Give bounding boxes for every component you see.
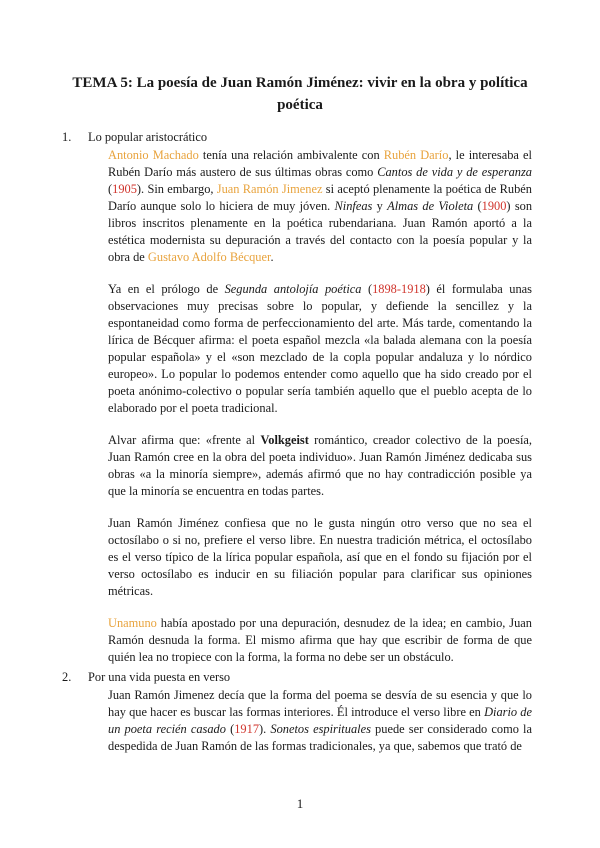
text-run: ) él formulaba unas observaciones muy precisas sobre lo popular, y defiende la sencillez y la espontaneidad como forma de perfeccionamiento del arte. Más tarde, comentando la lírica de Bécquer afirma: el poeta español mezcla «la balada alemana con la poesía popular española» y el «son mezclado de la copla popular andaluza y lo nórdico europeo». Lo popular lo podemos entender como aquello que ha sido creado por el poeta anónimo-colectivo o popular sería también aquello que el pueblo acepta de lo elaborado por el poeta tradicional. bbox=[108, 282, 532, 415]
highlighted-date: 1905 bbox=[112, 182, 137, 196]
work-title: Cantos de vida y de esperanza bbox=[377, 165, 532, 179]
work-title: Segunda antolojía poética bbox=[224, 282, 362, 296]
text-run: ). bbox=[259, 722, 271, 736]
text-run: ). Sin embargo, bbox=[136, 182, 217, 196]
text-run: . bbox=[270, 250, 274, 264]
highlighted-name: Rubén Darío bbox=[383, 148, 449, 162]
text-run: ( bbox=[473, 199, 482, 213]
section-heading bbox=[62, 129, 532, 146]
section-body bbox=[88, 147, 532, 666]
paragraph bbox=[108, 515, 532, 600]
paragraph bbox=[108, 281, 532, 417]
work-title: Diario de un poeta recién casado bbox=[108, 705, 532, 736]
text-run: tenía una relación ambivalente con bbox=[198, 148, 384, 162]
section-heading bbox=[62, 669, 532, 686]
text-run: ( bbox=[108, 182, 113, 196]
text-run: y bbox=[372, 199, 388, 213]
text-run: puede ser considerado como la despedida de Juan Ramón de las formas tradicionales, ya que, sabemos que trató de bbox=[108, 722, 532, 753]
page-number: 1 bbox=[296, 796, 304, 811]
text-run: Alvar afirma que: «frente al bbox=[108, 433, 261, 447]
document-title: TEMA 5: La poesía de Juan Ramón Jiménez: vivir en la obra y política poética bbox=[72, 75, 528, 113]
section-title: Lo popular aristocrático bbox=[88, 130, 208, 144]
work-title: Sonetos espirituales bbox=[270, 722, 371, 736]
paragraph bbox=[108, 147, 532, 266]
text-run: había apostado por una depuración, desnudez de la idea; en cambio, Juan Ramón desnuda la forma. El mismo afirma que hay que escribir de forma de que quién lea no tropiece con la forma, la forma no debe ser un obstáculo. bbox=[108, 616, 532, 664]
section-popular-aristocratico bbox=[62, 129, 533, 681]
highlighted-name: Antonio Machado bbox=[108, 148, 199, 162]
highlighted-date: 1898-1918 bbox=[372, 282, 426, 296]
text-run: , le interesaba el Rubén Darío más austero de sus últimas obras como bbox=[108, 148, 532, 179]
paragraph bbox=[108, 615, 532, 666]
text-run: Ya en el prólogo de bbox=[108, 282, 225, 296]
highlighted-name: Juan Ramón Jimenez bbox=[216, 182, 323, 196]
text-run: si aceptó plenamente la poética de Rubén Darío aunque solo lo hiciera de muy jóven. bbox=[108, 182, 532, 213]
section-body bbox=[88, 687, 532, 755]
text-run: ( bbox=[361, 282, 373, 296]
section-number: 1. bbox=[62, 130, 72, 144]
paragraph bbox=[108, 432, 532, 500]
highlighted-name: Gustavo Adolfo Bécquer bbox=[147, 250, 271, 264]
section-vida-en-verso bbox=[62, 669, 532, 770]
text-run: Juan Ramón Jiménez confiesa que no le gusta ningún otro verso que no sea el octosílabo o si no, prefiere el verso libre. En nuestra tradición métrica, el octosílabo es el verso típico de la lírica popular española, así que en el fondo su fijación por el verso octosílabo es inducir en su filiación popular para clarificar sus opiniones métricas. bbox=[108, 516, 532, 598]
work-title: Almas de Violeta bbox=[387, 199, 474, 213]
text-run: ( bbox=[225, 722, 235, 736]
text-run: ) son libros inscritos plenamente en la poética rubendariana. Juan Ramón aportó a la estética modernista su depuración a través del contacto con la poesía popular y la obra de bbox=[108, 199, 533, 264]
paragraph bbox=[108, 687, 532, 755]
highlighted-name: Unamuno bbox=[108, 616, 157, 630]
highlighted-date: 1917 bbox=[234, 722, 260, 736]
work-title: Ninfeas bbox=[334, 199, 373, 213]
section-title: Por una vida puesta en verso bbox=[88, 670, 231, 684]
section-number: 2. bbox=[62, 670, 72, 684]
highlighted-date: 1900 bbox=[481, 199, 507, 213]
bold-term: Volkgeist bbox=[260, 433, 309, 447]
text-run: Juan Ramón Jimenez decía que la forma del poema se desvía de su esencia y que lo hay que hacer es buscar las formas interiores. Él introduce el verso libre en bbox=[108, 688, 532, 719]
text-run: romántico, creador colectivo de la poesía, Juan Ramón cree en la obra del poeta individuo». Juan Ramón Jiménez dedicaba sus obras «a la minoría siempre», además afirmó que no hay contradicción posible ya que la minoría se encuentra en todas partes. bbox=[108, 433, 532, 498]
